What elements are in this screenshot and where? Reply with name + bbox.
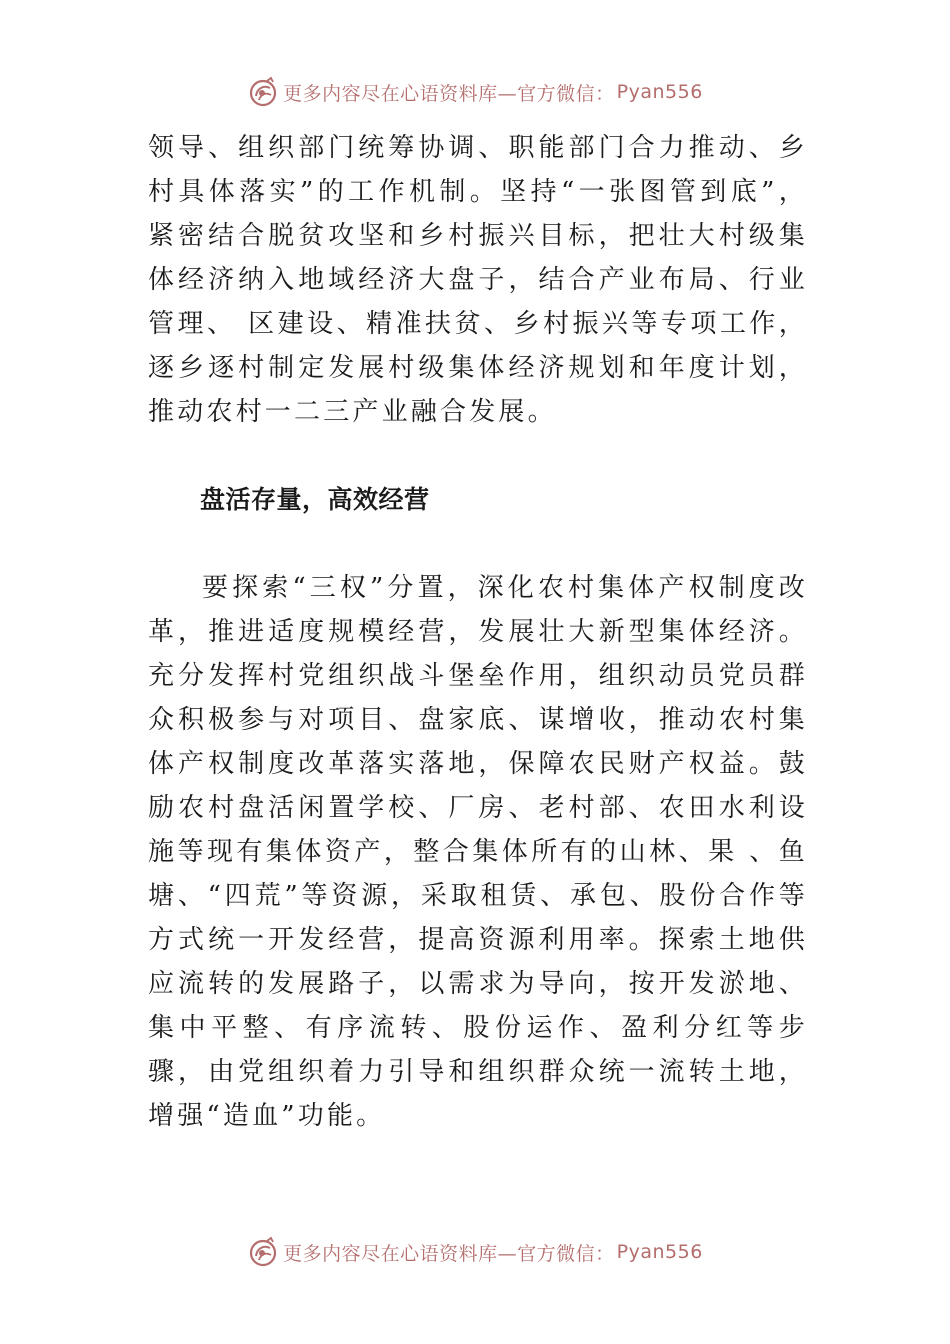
header-brand-text: 更多内容尽在心语资料库—官方微信：: [283, 82, 615, 105]
header-watermark: [0, 72, 950, 112]
header-wechat-id: Pyan556: [616, 81, 703, 103]
paragraph-1: 领导、组织部门统筹协调、职能部门合力推动、乡村具体落实”的工作机制。坚持“一张图管到底”，紧密结合脱贫攻坚和乡村振兴目标，把壮大村级集体经济纳入地域经济大盘子，结合产业布局、行业管理、 区建设、精准扶贫、乡村振兴等专项工作，逐乡逐村制定发展村级集体经济规划和年度计划，推动农村一二三产业融合发展。: [148, 133, 808, 427]
paragraph-2: 要探索“三权”分置，深化农村集体产权制度改革，推进适度规模经营，发展壮大新型集体经济。充分发挥村党组织战斗堡垒作用，组织动员党员群众积极参与对项目、盘家底、谋增收，推动农村集体产权制度改革落实落地，保障农民财产权益。鼓励农村盘活闲置学校、厂房、老村部、农田水利设施等现有集体资产，整合集体所有的山林、果 、鱼塘、“四荒”等资源，采取租赁、承包、股份合作等方式统一开发经营，提高资源利用率。探索土地供应流转的发展路子，以需求为导向，按开发淤地、集中平整、有序流转、股份运作、盈利分红等步骤，由党组织着力引导和组织群众统一流转土地，增强“造血”功能。: [148, 573, 808, 1131]
footer-brand-text: 更多内容尽在心语资料库—官方微信：: [283, 1242, 615, 1265]
document-body: [148, 126, 808, 1138]
section-heading: 盘活存量，高效经营: [200, 485, 430, 514]
footer-watermark: [0, 1232, 950, 1272]
spacer: [148, 434, 808, 478]
gourd-logo-icon: [247, 76, 279, 108]
spacer: [148, 522, 808, 566]
footer-wechat-id: Pyan556: [616, 1241, 703, 1263]
gourd-logo-icon: [247, 1236, 279, 1268]
